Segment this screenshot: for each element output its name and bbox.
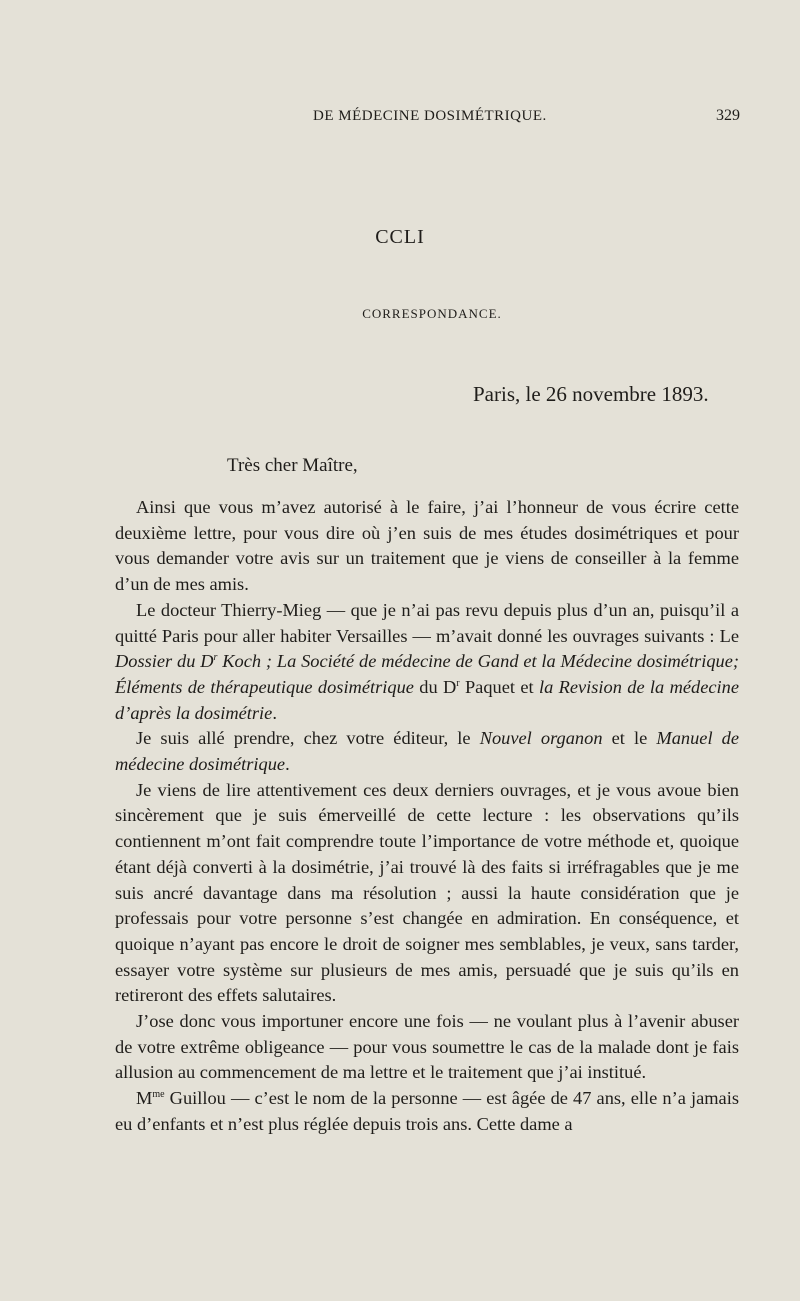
paragraph-text: . [272, 702, 277, 723]
paragraph-text: et le [602, 728, 657, 749]
superscript-text: r [213, 652, 218, 664]
letter-body [115, 495, 739, 1138]
body-paragraph [115, 1086, 739, 1137]
superscript-text: me [152, 1089, 165, 1101]
paragraph-text: . [285, 754, 290, 775]
letter-dateline: Paris, le 26 novembre 1893. [473, 382, 709, 406]
running-title: DE MÉDECINE DOSIMÉTRIQUE. [313, 108, 547, 124]
body-paragraph [115, 726, 739, 777]
body-paragraph [115, 778, 739, 1009]
italic-title-text: Manuel de médecine dosimétrique [115, 728, 740, 775]
superscript-text: r [456, 677, 460, 689]
section-title: CORRESPONDANCE. [362, 306, 502, 321]
paragraph-text: du D [413, 676, 457, 697]
chapter-number: CCLI [375, 226, 425, 248]
italic-title-text: Nouvel organon [479, 728, 603, 749]
italic-title-text: la Revision de la médecine d’après la dosimétrie [115, 676, 739, 723]
paragraph-text: J’ose donc vous importuner encore une fois — ne voulant plus à l’avenir abuser de votre extrême obligeance — pour vous soumettre le cas de la malade dont je fais allusion au commencement de ma lettre et le traitement que j’ai institué. [115, 1011, 739, 1083]
paragraph-text: Paquet et [459, 676, 539, 697]
paragraph-text: Je suis allé prendre, chez votre éditeur, le [136, 728, 480, 749]
italic-title-text: Dossier du D [115, 651, 214, 672]
body-paragraph [115, 495, 739, 598]
paragraph-text: Je viens de lire attentivement ces deux derniers ouvrages, et je vous avoue bien sincèrement que je suis émerveillé de cette lecture : les observations qu’ils contiennent m’ont fait comprendre toute l’importance de votre méthode et, quoique étant déjà converti à la dosimétrie, j’ai trouvé là des faits si irréfragables que je me suis ancré davantage dans ma résolution ; aussi la haute considération que je professais pour votre personne s’est changée en admiration. En conséquence, et quoique n’ayant pas encore le droit de soigner mes semblables, je veux, sans tarder, essayer votre système sur plusieurs de mes amis, persuadé que je suis qu’ils en retireront des effets salutaires. [115, 779, 739, 1006]
paragraph-text: Ainsi que vous m’avez autorisé à le faire, j’ai l’honneur de vous écrire cette deuxième lettre, pour vous dire où j’en suis de mes études dosimétriques et pour vous demander votre avis sur un traitement que je viens de conseiller à la femme d’un de mes amis. [115, 497, 739, 595]
paragraph-text: Guillou — c’est le nom de la personne — est âgée de 47 ans, elle n’a jamais eu d’enfants et n’est plus réglée depuis trois ans. Cette dame a [115, 1088, 739, 1134]
letter-salutation: Très cher Maître, [227, 455, 358, 476]
body-paragraph [115, 1009, 739, 1086]
paragraph-text: M [136, 1088, 153, 1109]
page-number: 329 [716, 107, 740, 124]
paragraph-text: Le docteur Thierry-Mieg — que je n’ai pas revu depuis plus d’un an, puisqu’il a quitté Paris pour aller habiter Versailles — m’avait donné les ouvrages suivants : Le [115, 599, 739, 646]
italic-title-text: Koch ; La Société de médecine de Gand et la Médecine dosimétrique; Éléments de thérapeutique dosimétrique [115, 651, 739, 697]
body-paragraph [115, 598, 739, 727]
